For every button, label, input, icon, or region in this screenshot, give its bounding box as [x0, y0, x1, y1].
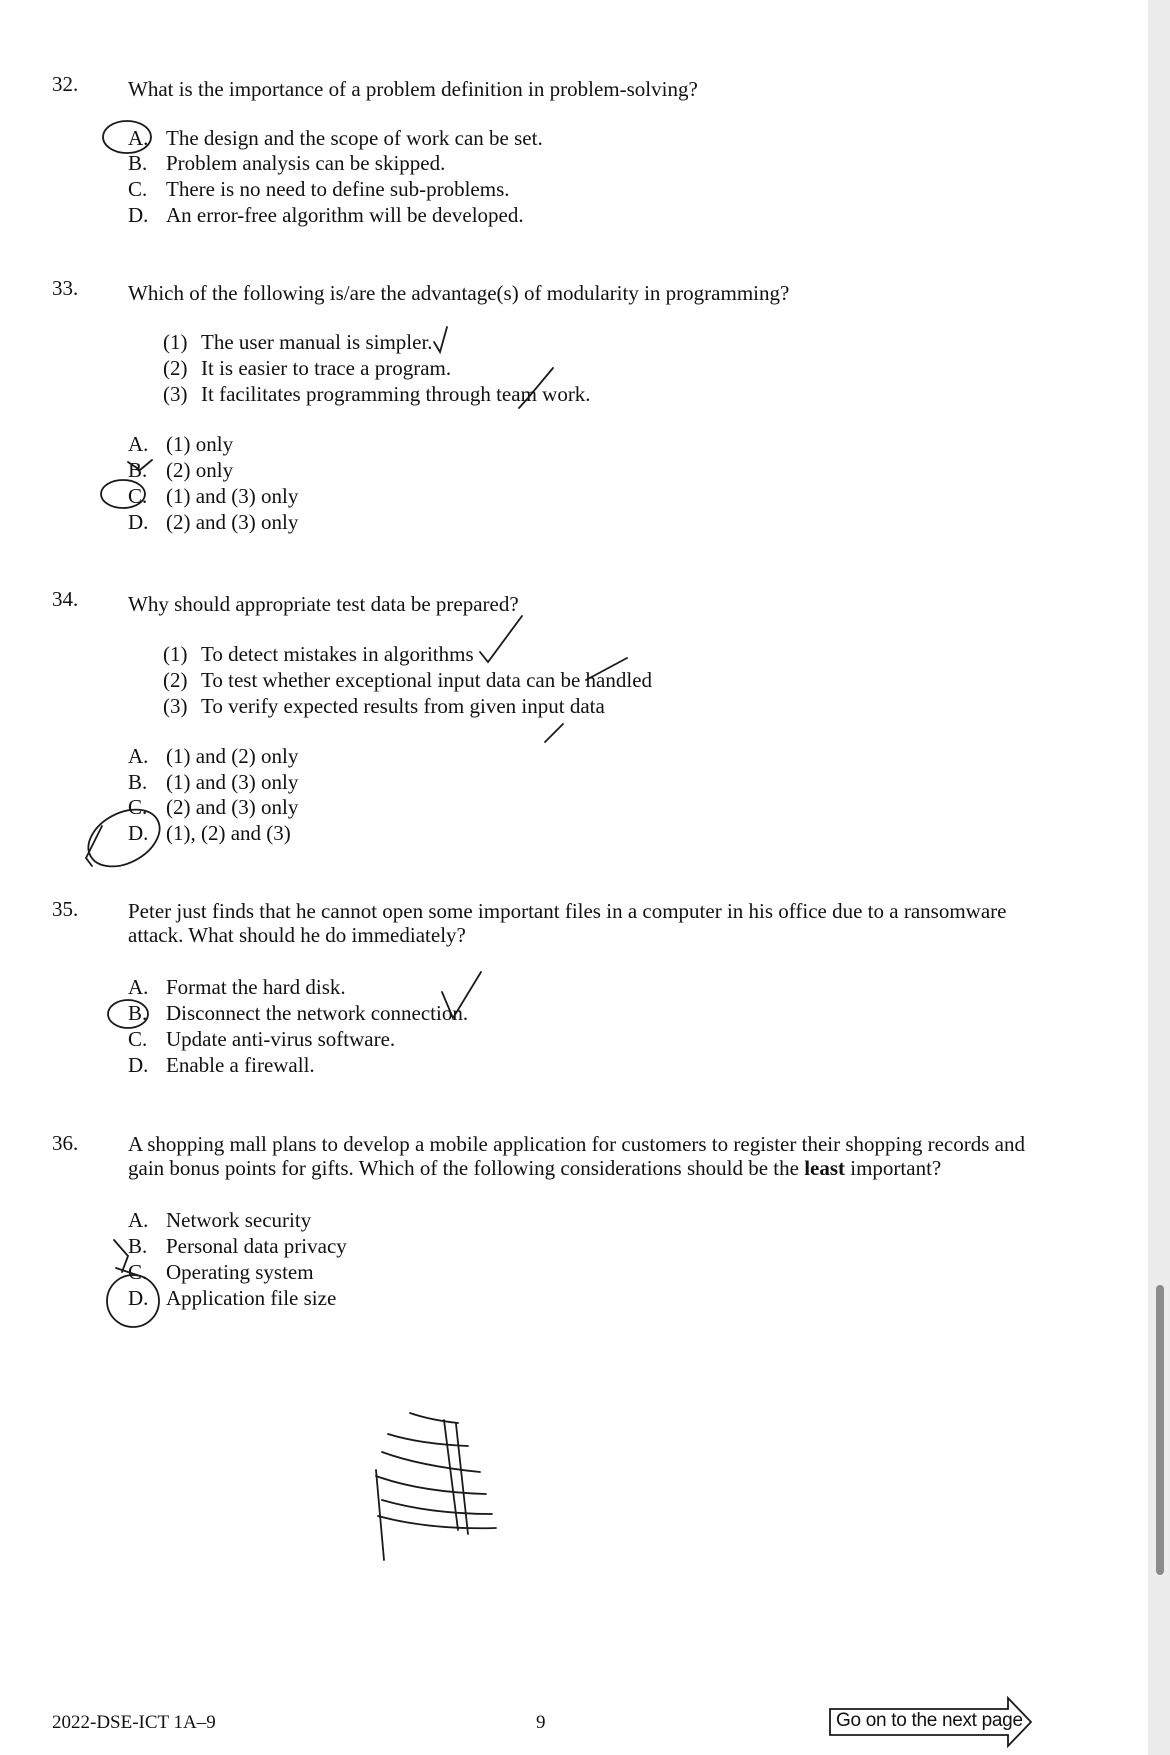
option-a[interactable] — [128, 1208, 311, 1232]
question-stem: Which of the following is/are the advantage(s) of modularity in programming? — [128, 281, 790, 305]
scribble — [410, 1413, 458, 1423]
option-text: Personal data privacy — [166, 1234, 347, 1258]
next-page-indicator — [828, 1696, 1034, 1748]
statement-text: To test whether exceptional input data can be handled — [201, 668, 653, 692]
question-stem: Why should appropriate test data be prepared? — [128, 592, 519, 616]
option-text: Disconnect the network connection. — [166, 1001, 469, 1025]
question-stem — [128, 1132, 1038, 1180]
pen-stroke — [86, 826, 102, 866]
pen-stroke — [114, 1240, 128, 1272]
stem-text: A shopping mall plans to develop a mobile application for customers to register their shopping records and gain bonus points for gifts. Which of the following considerations should be the — [128, 1132, 1025, 1180]
question-number: 35. — [52, 897, 79, 921]
option-b[interactable] — [128, 151, 445, 175]
statement-number: (3) — [163, 694, 188, 718]
option-letter: C. — [128, 795, 148, 819]
option-d[interactable] — [128, 821, 291, 845]
option-text: Problem analysis can be skipped. — [166, 151, 446, 175]
statement-number: (2) — [163, 668, 188, 692]
scribble — [382, 1452, 480, 1472]
statement-2 — [163, 668, 652, 692]
statement-3 — [163, 382, 591, 406]
option-letter: A. — [128, 744, 149, 768]
option-d[interactable] — [128, 1053, 315, 1077]
option-c[interactable] — [128, 177, 510, 201]
option-a[interactable] — [128, 432, 233, 456]
page-number: 9 — [536, 1712, 546, 1733]
tick-mark — [480, 616, 522, 662]
statement-number: (2) — [163, 356, 188, 380]
question-stem: Peter just finds that he cannot open some important files in a computer in his office due to a ransomware attack. What should he do immediately? — [128, 899, 1007, 947]
option-letter: A. — [128, 432, 149, 456]
option-letter: A. — [128, 975, 149, 999]
option-text: (2) and (3) only — [166, 510, 299, 534]
option-b[interactable] — [128, 770, 298, 794]
statement-number: (1) — [163, 642, 188, 666]
question-number: 32. — [52, 72, 79, 96]
option-letter: B. — [128, 151, 148, 175]
option-letter: A. — [128, 1208, 149, 1232]
option-c[interactable] — [128, 1027, 395, 1051]
option-a[interactable] — [128, 975, 346, 999]
option-letter: C. — [128, 1260, 148, 1284]
option-letter: C. — [128, 1027, 148, 1051]
option-text: Format the hard disk. — [166, 975, 346, 999]
option-text: (2) and (3) only — [166, 795, 299, 819]
option-letter: B. — [128, 1234, 148, 1258]
question-number: 33. — [52, 276, 79, 300]
option-text: There is no need to define sub-problems. — [166, 177, 510, 201]
option-a[interactable] — [128, 126, 543, 150]
statement-text: It is easier to trace a program. — [201, 356, 452, 380]
scribble — [376, 1476, 486, 1494]
option-c[interactable] — [128, 795, 298, 819]
option-text: An error-free algorithm will be developed. — [166, 203, 524, 227]
option-text: Application file size — [166, 1286, 337, 1310]
statement-text: It facilitates programming through team work. — [201, 382, 591, 406]
scribble — [378, 1516, 496, 1528]
option-letter: B. — [128, 770, 148, 794]
option-text: (1) and (3) only — [166, 770, 299, 794]
scribble — [444, 1420, 458, 1530]
option-c[interactable] — [128, 484, 298, 508]
option-letter: D. — [128, 203, 149, 227]
option-d[interactable] — [128, 1286, 336, 1310]
option-text: Update anti-virus software. — [166, 1027, 396, 1051]
option-text: Enable a firewall. — [166, 1053, 315, 1077]
option-d[interactable] — [128, 510, 298, 534]
option-b[interactable] — [128, 1234, 347, 1258]
stem-emphasis: least — [804, 1156, 846, 1180]
paper-code: 2022-DSE-ICT 1A–9 — [52, 1712, 216, 1733]
option-text: Network security — [166, 1208, 312, 1232]
scribble — [388, 1434, 468, 1446]
question-number: 36. — [52, 1131, 79, 1155]
statement-1 — [163, 330, 433, 354]
statement-1 — [163, 642, 474, 666]
option-letter: D. — [128, 1286, 149, 1310]
statement-number: (1) — [163, 330, 188, 354]
option-a[interactable] — [128, 744, 298, 768]
option-letter: C. — [128, 484, 148, 508]
option-text: Operating system — [166, 1260, 314, 1284]
option-letter: D. — [128, 821, 149, 845]
statement-text: The user manual is simpler. — [201, 330, 433, 354]
tick-mark — [434, 327, 447, 352]
statement-number: (3) — [163, 382, 188, 406]
statement-3 — [163, 694, 605, 718]
option-text: (1) and (2) only — [166, 744, 299, 768]
option-letter: A. — [128, 126, 149, 150]
option-text: (2) only — [166, 458, 234, 482]
question-number: 34. — [52, 587, 79, 611]
scribble — [382, 1500, 492, 1514]
scrollbar-track[interactable] — [1148, 0, 1170, 1755]
option-c[interactable] — [128, 1260, 314, 1284]
option-text: (1), (2) and (3) — [166, 821, 291, 845]
option-b[interactable] — [128, 1001, 468, 1025]
option-letter: D. — [128, 1053, 149, 1077]
next-page-label: Go on to the next page — [836, 1710, 1023, 1731]
option-d[interactable] — [128, 203, 524, 227]
option-letter: D. — [128, 510, 149, 534]
statement-text: To verify expected results from given input data — [201, 694, 605, 718]
scribble — [456, 1424, 468, 1534]
option-text: (1) and (3) only — [166, 484, 299, 508]
scrollbar-thumb[interactable] — [1156, 1285, 1164, 1575]
stem-text-end: important? — [845, 1156, 942, 1180]
option-text: The design and the scope of work can be set. — [166, 126, 543, 150]
option-letter: B. — [128, 458, 148, 482]
option-letter: C. — [128, 177, 148, 201]
question-stem: What is the importance of a problem definition in problem-solving? — [128, 77, 698, 101]
tick-mark — [545, 724, 563, 742]
statement-text: To detect mistakes in algorithms — [201, 642, 474, 666]
option-letter: B. — [128, 1001, 148, 1025]
option-text: (1) only — [166, 432, 234, 456]
scribble — [376, 1470, 384, 1560]
statement-2 — [163, 356, 451, 380]
option-b[interactable] — [128, 458, 233, 482]
